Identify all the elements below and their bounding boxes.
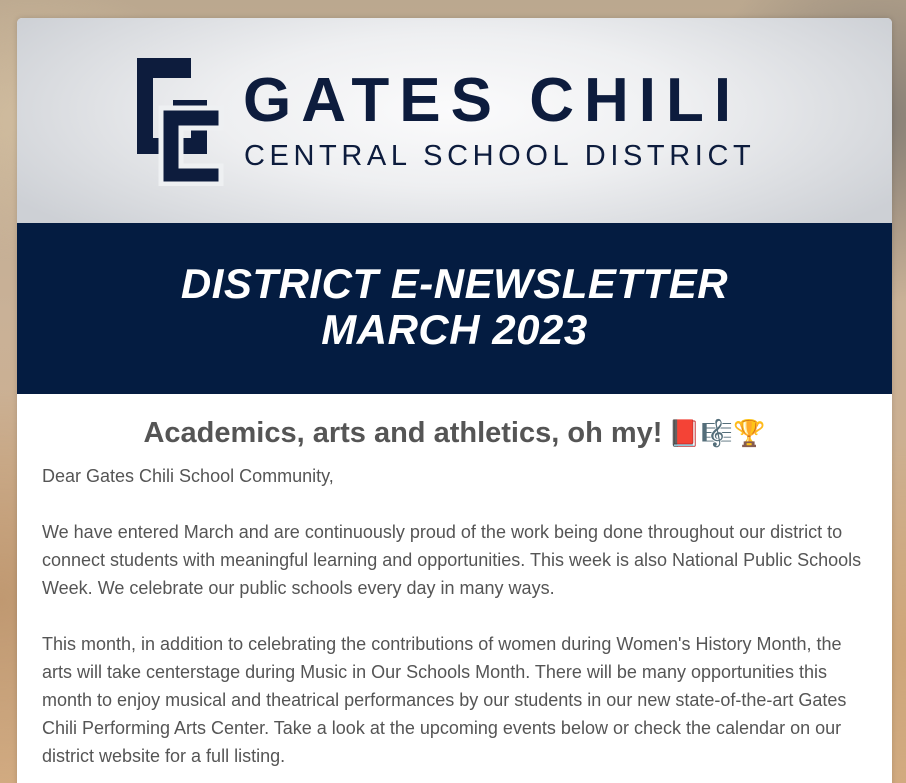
- paragraph-2: This month, in addition to celebrating the contributions of women during Women's History Month, the arts will take centerstage during Music in Our Schools Month. There will be many opportunities this month to enjoy musical and theatrical performances by our students in our new state-of-the-art Gates Chili Performing Arts Center. Take a look at the upcoming events below or check the calendar on our district website for a full listing.: [42, 634, 847, 766]
- paragraph-1: We have entered March and are continuously proud of the work being done throughout our district to connect students with meaningful learning and opportunities. This week is also National Public Schools Week. We celebrate our public schools every day in many ways.: [42, 522, 862, 598]
- logo-subtitle: CENTRAL SCHOOL DISTRICT: [244, 140, 756, 172]
- gc-monogram-logo: [125, 56, 225, 186]
- logo-title: GATES CHILI: [243, 66, 742, 135]
- newsletter-banner: [17, 223, 892, 394]
- headline-text: Academics, arts and athletics, oh my!: [143, 417, 663, 449]
- article-content: [17, 394, 892, 770]
- logo-header: [17, 18, 892, 223]
- banner-date: MARCH 2023: [321, 306, 588, 353]
- article-headline: [17, 416, 892, 451]
- banner-title: DISTRICT E-NEWSLETTER: [180, 260, 729, 307]
- newsletter-card: [17, 18, 892, 783]
- greeting: Dear Gates Chili School Community,: [42, 466, 334, 486]
- book-music-trophy-icon: 📕🎼🏆: [668, 419, 766, 449]
